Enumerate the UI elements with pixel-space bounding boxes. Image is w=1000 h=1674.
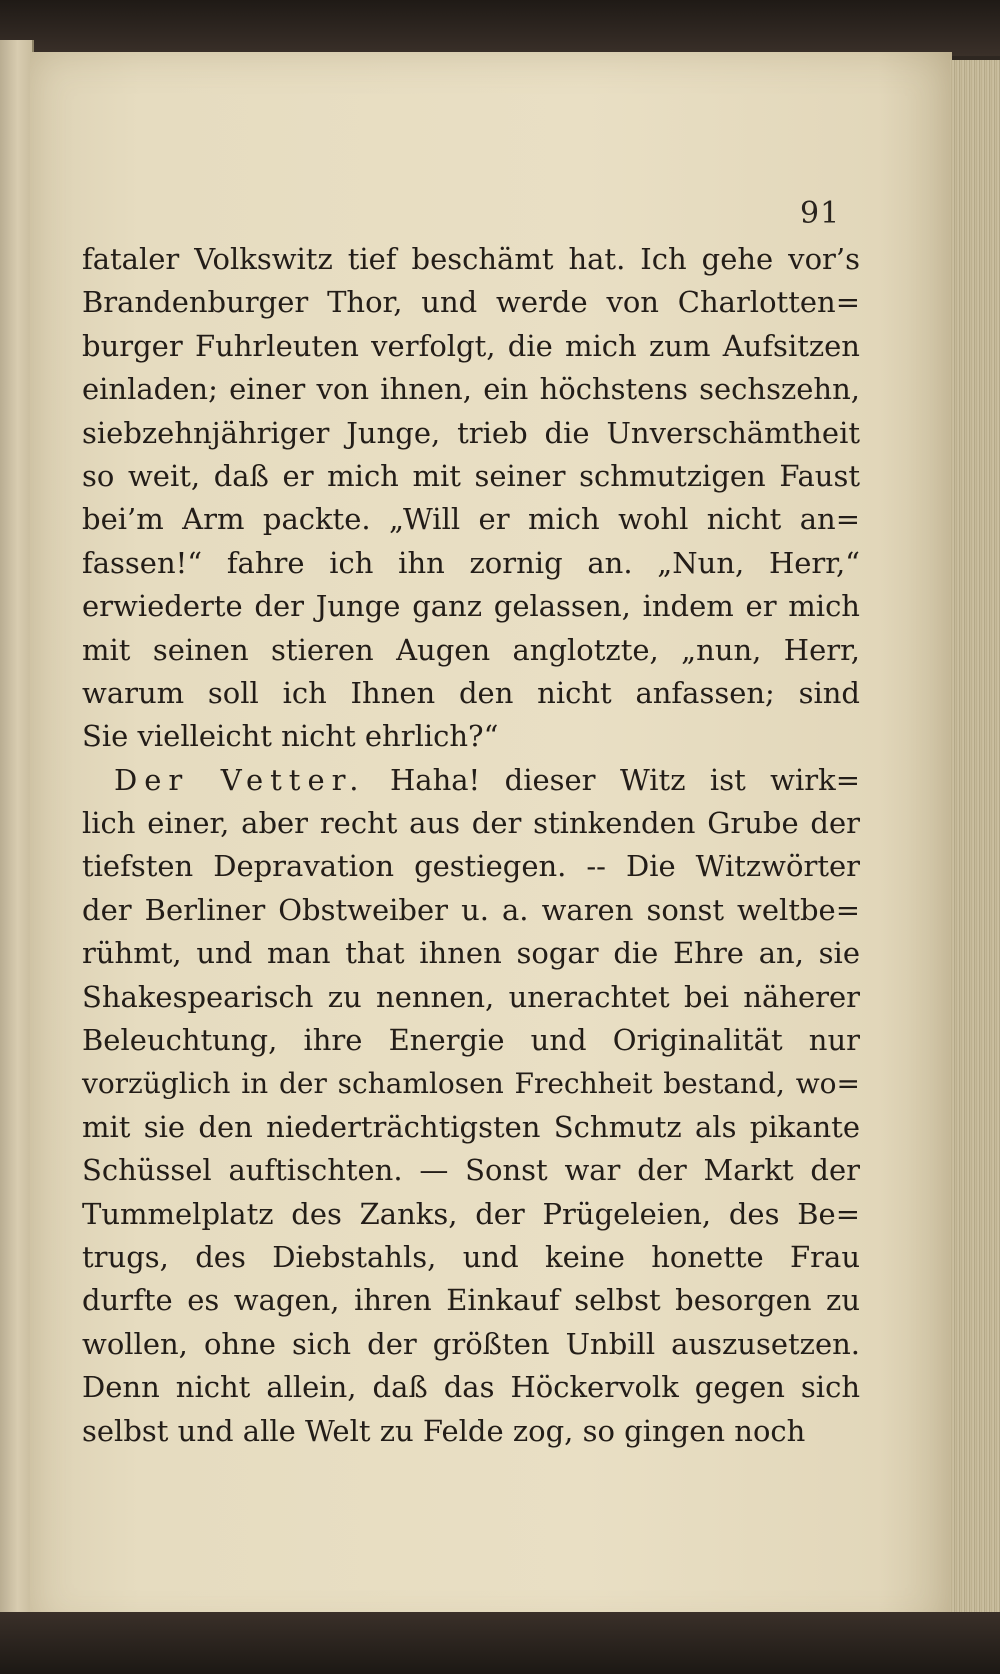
text-line bbox=[82, 1193, 860, 1236]
text-line bbox=[82, 976, 860, 1019]
text-line bbox=[82, 412, 860, 455]
text-line bbox=[82, 759, 860, 802]
line-text: trugs, des Diebstahls, und keine honette Frau bbox=[82, 1239, 860, 1274]
text-line bbox=[82, 889, 860, 932]
text-line bbox=[82, 932, 860, 975]
text-line bbox=[82, 1279, 860, 1322]
line-text: so weit, daß er mich mit seiner schmutzigen Faust bbox=[82, 458, 860, 493]
text-line bbox=[82, 281, 860, 324]
body-text bbox=[82, 238, 860, 1453]
line-text: bei’m Arm packte. „Will er mich wohl nicht an= bbox=[82, 502, 860, 537]
line-text: Beleuchtung, ihre Energie und Originalität nur bbox=[82, 1023, 860, 1058]
line-text: siebzehnjähriger Junge, trieb die Unverschämtheit bbox=[82, 415, 860, 450]
book-cover-edge bbox=[0, 40, 34, 1620]
line-text: der Berliner Obstweiber u. a. waren sonst weltbe= bbox=[82, 892, 860, 927]
line-text: fataler Volkswitz tief beschämt hat. Ich gehe vor’s bbox=[82, 242, 860, 276]
text-line bbox=[82, 629, 860, 672]
text-line bbox=[82, 238, 860, 281]
line-text: Shakespearisch zu nennen, unerachtet bei näherer bbox=[82, 979, 860, 1014]
line-text: vorzüglich in der schamlosen Frechheit bestand, wo= bbox=[82, 1067, 860, 1101]
text-line bbox=[82, 585, 860, 628]
line-text: einladen; einer von ihnen, ein höchstens sechszehn, bbox=[82, 372, 860, 407]
line-text: erwiederte der Junge ganz gelassen, indem er mich bbox=[82, 589, 860, 624]
text-line bbox=[82, 845, 860, 888]
page-edges bbox=[950, 60, 1000, 1625]
line-text: Brandenburger Thor, und werde von Charlotten= bbox=[82, 285, 860, 320]
line-text: selbst und alle Welt zu Felde zog, so gingen noch bbox=[82, 1413, 806, 1448]
text-line bbox=[82, 1236, 860, 1279]
text-line bbox=[82, 1366, 860, 1409]
text-line bbox=[82, 672, 860, 715]
line-text: tiefsten Depravation gestiegen. -- Die Witzwörter bbox=[82, 849, 860, 884]
line-text: Haha! dieser Witz ist wirk= bbox=[389, 762, 860, 797]
text-line bbox=[82, 1019, 860, 1062]
text-line bbox=[82, 715, 860, 758]
text-line bbox=[82, 1062, 860, 1105]
line-text: Schüssel auftischten. — Sonst war der Markt der bbox=[82, 1153, 860, 1188]
text-line bbox=[82, 498, 860, 541]
text-line bbox=[82, 802, 860, 845]
line-text: warum soll ich Ihnen den nicht anfassen; sind bbox=[82, 675, 860, 710]
text-line bbox=[82, 1149, 860, 1192]
line-text: mit sie den niederträchtigsten Schmutz als pikante bbox=[82, 1109, 860, 1144]
text-line bbox=[82, 1323, 860, 1366]
line-text: Sie vielleicht nicht ehrlich?“ bbox=[82, 719, 499, 754]
line-text: wollen, ohne sich der größten Unbill auszusetzen. bbox=[82, 1326, 860, 1361]
line-text: rühmt, und man that ihnen sogar die Ehre an, sie bbox=[82, 936, 860, 971]
scan-bottom-border bbox=[0, 1612, 1000, 1674]
text-line bbox=[82, 325, 860, 368]
line-text: Tummelplatz des Zanks, der Prügeleien, des Be= bbox=[82, 1196, 860, 1231]
line-text: burger Fuhrleuten verfolgt, die mich zum Aufsitzen bbox=[82, 328, 860, 363]
text-line bbox=[82, 1410, 860, 1453]
scan-top-border bbox=[0, 0, 1000, 56]
line-text: durfte es wagen, ihren Einkauf selbst besorgen zu bbox=[82, 1283, 860, 1318]
speaker-name: Der Vetter. bbox=[114, 762, 366, 797]
text-line bbox=[82, 542, 860, 585]
line-text: Denn nicht allein, daß das Höckervolk gegen sich bbox=[82, 1370, 860, 1405]
line-text: fassen!“ fahre ich ihn zornig an. „Nun, Herr,“ bbox=[82, 545, 860, 580]
text-line bbox=[82, 455, 860, 498]
page-number: 91 bbox=[800, 196, 841, 231]
line-text: mit seinen stieren Augen anglotzte, „nun, Herr, bbox=[82, 632, 860, 667]
text-line bbox=[82, 368, 860, 411]
line-text: lich einer, aber recht aus der stinkenden Grube der bbox=[82, 806, 860, 841]
text-line bbox=[82, 1106, 860, 1149]
